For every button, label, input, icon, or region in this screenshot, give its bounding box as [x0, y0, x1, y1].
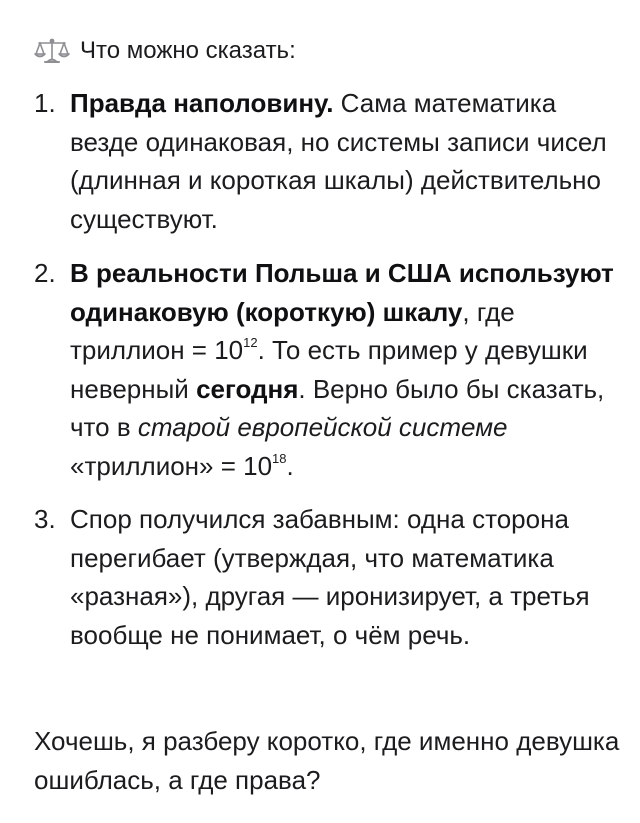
point-2-text-5: .: [286, 450, 294, 481]
point-2-exponent-18: 18: [272, 450, 287, 466]
point-3-text: Спор получился забавным: одна сторона перегибает (утверждая, что математика «разная»), другая — иронизирует, а третья вообще не понимает, о чём речь.: [70, 504, 590, 650]
point-2-bold-today: сегодня: [196, 373, 299, 404]
list-item-3: [34, 500, 624, 654]
point-1-bold: Правда наполовину.: [70, 88, 334, 118]
intro-line: [34, 32, 296, 70]
list-item-2: [34, 254, 624, 485]
intro-text: Что можно сказать:: [80, 37, 296, 64]
point-2-text-3: . Верно было бы сказать, что в: [70, 373, 605, 442]
list-item-1: [34, 84, 624, 238]
list-number: 2.: [34, 258, 56, 288]
point-2-text-2: . То есть пример у девушки неверный: [70, 335, 588, 404]
closing-question: Хочешь, я разберу коротко, где именно девушка ошиблась, а где права?: [34, 726, 620, 795]
point-2-text-1: , где триллион = 10: [70, 296, 515, 365]
list-number: 1.: [34, 88, 56, 118]
point-2-exponent-12: 12: [243, 335, 258, 351]
point-2-text-4: «триллион» = 10: [70, 450, 273, 481]
point-2-italic: старой европейской системе: [137, 412, 508, 442]
point-2-bold-scale: В реальности Польша и США используют одинаковую (короткую) шкалу: [70, 258, 614, 327]
point-1-text: Сама математика везде одинаковая, но системы записи чисел (длинная и короткая шкалы) действительно существуют.: [70, 88, 607, 234]
scales-icon: [34, 37, 70, 65]
list-number: 3.: [34, 504, 56, 534]
